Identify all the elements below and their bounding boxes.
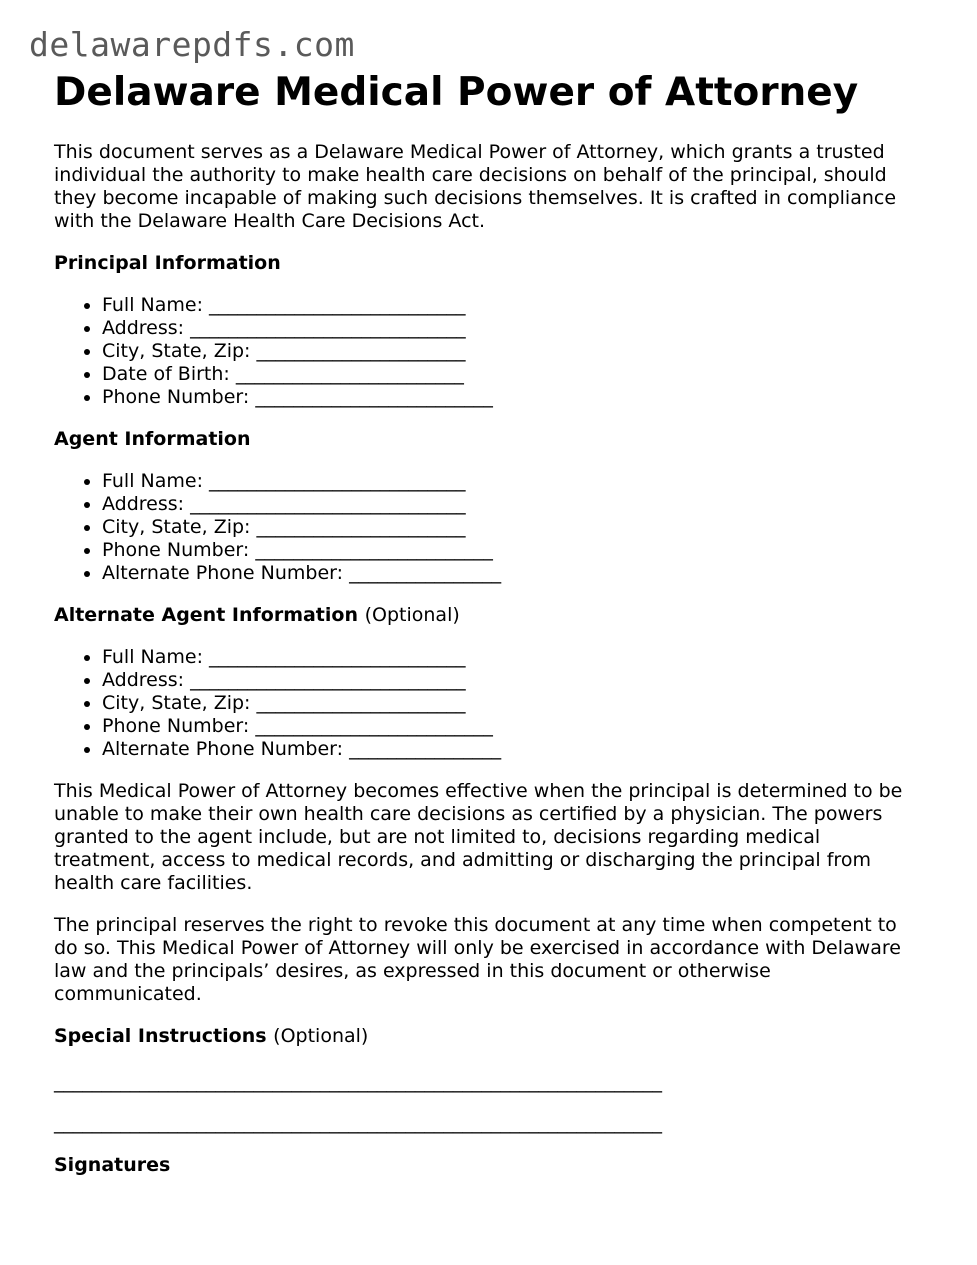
alternate-agent-full-name-field: • Full Name: ___________________________	[102, 646, 924, 669]
special-instructions-title-text: Special Instructions	[54, 1025, 267, 1047]
agent-section-title: Agent Information	[54, 428, 251, 450]
principal-full-name-field: • Full Name: ___________________________	[102, 294, 924, 317]
principal-section-title: Principal Information	[54, 252, 281, 274]
revocation-paragraph: The principal reserves the right to revoke this document at any time when competent to do so. This Medical Power of Attorney will only be exercised in accordance with Delaware law and the principals’ desires, as expressed in this document or otherwise communicated.	[54, 914, 901, 1005]
alternate-agent-address-field: • Address: _____________________________	[102, 669, 924, 692]
alternate-agent-optional-label: (Optional)	[364, 604, 460, 626]
principal-address-field: • Address: _____________________________	[102, 317, 924, 340]
effective-paragraph: This Medical Power of Attorney becomes effective when the principal is determined to be unable to make their own health care decisions as certified by a physician. The powers granted to the agent include, but are not limited to, decisions regarding medical treatment, access to medical records, and admitting or discharging the principal from health care facilities.	[54, 780, 903, 894]
special-instructions-title	[54, 1025, 924, 1048]
document-title: Delaware Medical Power of Attorney	[54, 70, 859, 115]
watermark: delawarepdfs.com	[29, 25, 355, 64]
principal-fields-list	[54, 294, 924, 409]
special-instructions-optional-label: (Optional)	[273, 1025, 369, 1047]
special-instructions-line-2: ________________________________________________________________	[54, 1112, 662, 1134]
alternate-agent-phone-field: • Phone Number: _________________________	[102, 715, 924, 738]
principal-city-state-zip-field: • City, State, Zip: ______________________	[102, 340, 924, 363]
intro-paragraph: This document serves as a Delaware Medical Power of Attorney, which grants a trusted individual the authority to make health care decisions on behalf of the principal, should they become incapable of making such decisions themselves. It is crafted in compliance with the Delaware Health Care Decisions Act.	[54, 141, 897, 232]
agent-fields-list	[54, 470, 924, 585]
principal-phone-field: • Phone Number: _________________________	[102, 386, 924, 409]
alternate-agent-city-state-zip-field: • City, State, Zip: ______________________	[102, 692, 924, 715]
agent-alternate-phone-field: • Alternate Phone Number: ________________	[102, 562, 924, 585]
alternate-agent-alternate-phone-field: • Alternate Phone Number: ________________	[102, 738, 924, 761]
document-page	[54, 70, 924, 1177]
signatures-section-title: Signatures	[54, 1154, 171, 1176]
alternate-agent-section-title	[54, 604, 924, 627]
agent-city-state-zip-field: • City, State, Zip: ______________________	[102, 516, 924, 539]
special-instructions-line-1: ________________________________________________________________	[54, 1071, 662, 1093]
agent-address-field: • Address: _____________________________	[102, 493, 924, 516]
principal-date-of-birth-field: • Date of Birth: ________________________	[102, 363, 924, 386]
agent-full-name-field: • Full Name: ___________________________	[102, 470, 924, 493]
alternate-agent-title-text: Alternate Agent Information	[54, 604, 358, 626]
alternate-agent-fields-list	[54, 646, 924, 761]
agent-phone-field: • Phone Number: _________________________	[102, 539, 924, 562]
